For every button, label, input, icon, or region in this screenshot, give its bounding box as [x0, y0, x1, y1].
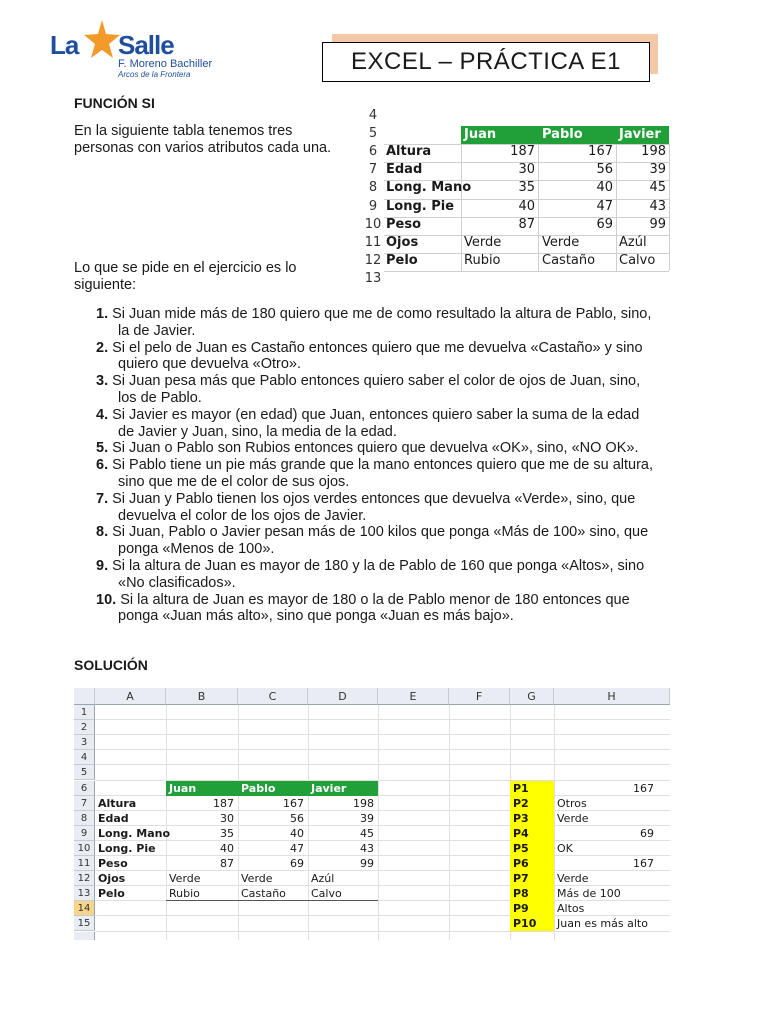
table-bottom-border — [166, 900, 378, 901]
row-label: Long. Pie — [98, 841, 156, 855]
row-number: 8 — [368, 180, 378, 196]
cell-value: 56 — [290, 811, 304, 825]
cell-value: 40 — [596, 180, 613, 196]
grid-line — [384, 271, 669, 272]
grid-line — [616, 144, 617, 271]
column-header[interactable]: H — [554, 688, 670, 705]
lead-paragraph: Lo que se pide en el ejercicio es lo siguiente: — [74, 260, 297, 293]
grid-line — [95, 749, 670, 750]
item-text: Si Juan o Pablo son Rubios entonces quiero que devuelva «OK», sino, «NO OK». — [112, 440, 639, 457]
grid-line — [554, 705, 555, 940]
column-header[interactable]: D — [308, 688, 378, 705]
grid-line — [461, 144, 462, 271]
item-text-continued: la de Javier. — [118, 322, 196, 339]
cell-value: 43 — [649, 198, 666, 214]
list-item — [96, 306, 716, 340]
intro-paragraph: En la siguiente tabla tenemos tres personas con varios atributos cada una. — [74, 123, 332, 156]
cell-value: 40 — [518, 198, 535, 214]
item-text-continued: los de Pablo. — [118, 389, 202, 406]
page-title: EXCEL – PRÁCTICA E1 — [322, 42, 650, 82]
list-item — [96, 491, 716, 525]
cell-value: 87 — [518, 216, 535, 232]
cell-value: 69 — [596, 216, 613, 232]
row-label: Long. Pie — [386, 198, 455, 214]
row-label: Edad — [386, 162, 423, 178]
row-label: Ojos — [386, 234, 419, 250]
cell-value: 187 — [213, 796, 234, 810]
answer-key: P5 — [510, 841, 554, 856]
cell-value: 30 — [220, 811, 234, 825]
item-text: Si Juan y Pablo tienen los ojos verdes entonces que devuelva «Verde», sino, que — [112, 490, 636, 507]
answer-value: 167 — [633, 857, 654, 870]
cell-value: Rubio — [464, 252, 501, 268]
row-number: 9 — [368, 198, 378, 214]
cell-value: Azúl — [619, 234, 647, 250]
row-header[interactable]: 1 — [74, 705, 95, 720]
item-number: 1. — [96, 306, 109, 322]
logo-salle-text: Salle — [118, 30, 174, 60]
column-header-juan: Juan — [464, 127, 497, 142]
list-item — [96, 558, 716, 592]
grid-line — [669, 144, 670, 271]
cell-value: 30 — [518, 162, 535, 178]
item-text: Si el pelo de Juan es Castaño entonces quiero que me devuelva «Castaño» y sino — [112, 339, 643, 356]
grid-line — [538, 144, 539, 271]
list-item — [96, 407, 716, 441]
cell-value: Verde — [542, 234, 580, 250]
item-text-continued: quiero que devuelva «Otro». — [118, 356, 301, 373]
attributes-table — [362, 108, 672, 294]
row-header[interactable]: 5 — [74, 765, 95, 780]
cell-value: Calvo — [311, 887, 342, 901]
column-header[interactable]: A — [95, 688, 166, 705]
row-header[interactable]: 2 — [74, 720, 95, 735]
column-header[interactable]: C — [238, 688, 308, 705]
row-header[interactable]: 4 — [74, 750, 95, 765]
row-header-partial — [74, 932, 95, 941]
item-number: 4. — [96, 406, 109, 423]
solution-spreadsheet — [74, 688, 670, 940]
row-number: 5 — [368, 126, 378, 142]
row-label: Long. Mano — [386, 180, 472, 196]
cell-value: 35 — [518, 180, 535, 196]
row-header[interactable]: 14 — [74, 901, 95, 916]
column-header[interactable]: B — [166, 688, 238, 705]
answer-key: P9 — [510, 901, 554, 916]
item-number: 2. — [96, 339, 109, 356]
row-label: Pelo — [98, 887, 125, 901]
row-label: Altura — [386, 144, 432, 160]
cell-value: 69 — [290, 857, 304, 870]
answer-key: P6 — [510, 856, 554, 871]
item-number: 6. — [96, 457, 109, 474]
item-text: Si la altura de Juan es mayor de 180 y la de Pablo de 160 que ponga «Altos», sino — [112, 557, 645, 574]
cell-value: Castaño — [542, 252, 596, 268]
list-item — [96, 457, 716, 491]
logo-la-text: La — [50, 30, 79, 60]
answer-value: Altos — [557, 902, 585, 916]
row-number: 6 — [368, 144, 378, 160]
item-number: 8. — [96, 524, 109, 541]
answer-value: 69 — [640, 826, 654, 840]
cell-value: 56 — [596, 162, 613, 178]
cell-value: 187 — [510, 144, 535, 160]
row-number: 4 — [368, 108, 378, 123]
list-item — [96, 592, 716, 626]
row-header[interactable]: 13 — [74, 886, 95, 901]
row-number: 12 — [364, 252, 382, 268]
corner-cell — [74, 688, 95, 705]
list-item — [96, 340, 716, 374]
row-header[interactable]: 8 — [74, 811, 95, 826]
answer-value: OK — [557, 841, 573, 855]
column-header-pablo: Pablo — [241, 781, 276, 795]
item-text: Si Pablo tiene un pie más grande que la mano entonces quiero que me de su altura, — [112, 457, 654, 474]
row-label: Pelo — [386, 252, 418, 268]
row-header[interactable]: 15 — [74, 916, 95, 931]
item-text-continued: ponga «Juan más alto», sino que ponga «Juan es más bajo». — [118, 608, 514, 625]
row-number: 7 — [368, 162, 378, 178]
cell-value: 198 — [641, 144, 666, 160]
cell-value: Castaño — [241, 887, 286, 901]
answer-value: Más de 100 — [557, 887, 621, 901]
cell-value: 47 — [290, 841, 304, 855]
column-header[interactable]: E — [378, 688, 449, 705]
answer-key: P4 — [510, 826, 554, 841]
cell-value: Verde — [169, 872, 201, 886]
cell-value: 167 — [283, 796, 304, 810]
item-number: 3. — [96, 373, 109, 390]
grid-line — [378, 705, 379, 940]
row-number: 10 — [364, 216, 382, 232]
section-heading-solucion: SOLUCIÓN — [74, 657, 148, 673]
answer-key: P10 — [510, 916, 554, 931]
section-heading-funcion-si: FUNCIÓN SI — [74, 95, 155, 111]
exercise-list — [96, 306, 716, 625]
row-header[interactable]: 12 — [74, 871, 95, 886]
item-text: Si Juan pesa más que Pablo entonces quiero saber el color de ojos de Juan, sino, — [112, 373, 641, 390]
row-header[interactable]: 7 — [74, 796, 95, 811]
cell-value: 43 — [360, 841, 374, 855]
column-header-juan: Juan — [169, 781, 197, 795]
answer-key: P8 — [510, 886, 554, 901]
item-number: 7. — [96, 490, 109, 507]
answer-value: 167 — [633, 781, 654, 795]
item-text-continued: «No clasificados». — [118, 574, 236, 591]
grid-line — [95, 719, 670, 720]
list-item — [96, 524, 716, 558]
item-text: Si Juan, Pablo o Javier pesan más de 100 kilos que ponga «Más de 100» sino, que — [112, 524, 649, 541]
cell-value: 39 — [360, 811, 374, 825]
list-item — [96, 373, 716, 407]
answer-key: P7 — [510, 871, 554, 886]
cell-value: Calvo — [619, 252, 656, 268]
cell-value: 99 — [360, 857, 374, 870]
cell-value: 35 — [220, 826, 234, 840]
list-item — [96, 440, 716, 457]
answer-value: Verde — [557, 872, 589, 886]
column-header-javier: Javier — [311, 781, 347, 795]
answer-value: Juan es más alto — [557, 917, 648, 931]
cell-value: 47 — [596, 198, 613, 214]
row-label: Peso — [98, 857, 128, 870]
cell-value: 39 — [649, 162, 666, 178]
row-number: 13 — [364, 270, 382, 286]
item-text: Si Javier es mayor (en edad) que Juan, entonces quiero saber la suma de la edad — [112, 406, 640, 423]
item-number: 9. — [96, 557, 109, 574]
cell-value: Verde — [464, 234, 502, 250]
grid-line — [449, 705, 450, 940]
cell-value: Azúl — [311, 872, 335, 886]
item-text-continued: sino que me de el color de sus ojos. — [118, 473, 350, 490]
column-header[interactable]: F — [449, 688, 510, 705]
item-text-continued: de Javier y Juan, sino, la media de la edad. — [118, 423, 397, 440]
item-text: Si la altura de Juan es mayor de 180 o la de Pablo menor de 180 entonces que — [120, 591, 630, 608]
row-label: Peso — [386, 216, 422, 232]
item-number: 5. — [96, 440, 109, 457]
cell-value: 99 — [649, 216, 666, 232]
row-header[interactable]: 10 — [74, 841, 95, 856]
lasalle-logo — [40, 14, 220, 82]
row-header[interactable]: 11 — [74, 856, 95, 871]
answer-key: P3 — [510, 811, 554, 826]
cell-value: 87 — [220, 857, 234, 870]
column-header-javier: Javier — [619, 127, 661, 142]
column-header-pablo: Pablo — [542, 127, 583, 142]
logo-school-name: F. Moreno Bachiller — [118, 58, 213, 70]
cell-value: 198 — [353, 796, 374, 810]
answer-key: P2 — [510, 796, 554, 811]
answer-key: P1 — [510, 781, 554, 796]
row-header[interactable]: 6 — [74, 781, 95, 796]
item-text: Si Juan mide más de 180 quiero que me de como resultado la altura de Pablo, sino, — [112, 306, 652, 322]
cell-value: 40 — [220, 841, 234, 855]
row-label: Ojos — [98, 872, 126, 886]
row-label: Altura — [98, 796, 137, 810]
answer-value: Otros — [557, 796, 587, 810]
cell-value: 45 — [360, 826, 374, 840]
column-header[interactable]: G — [510, 688, 554, 705]
cell-value: 167 — [588, 144, 613, 160]
answer-value: Verde — [557, 811, 589, 825]
item-text-continued: ponga «Menos de 100». — [118, 541, 275, 558]
item-text-continued: devuelva el color de los ojos de Javier. — [118, 507, 367, 524]
row-label: Edad — [98, 811, 129, 825]
cell-value: Rubio — [169, 887, 200, 901]
star-icon — [84, 20, 120, 60]
cell-value: 40 — [290, 826, 304, 840]
row-label: Long. Mano — [98, 826, 171, 840]
cell-value: Verde — [241, 872, 273, 886]
logo-location: Arcos de la Frontera — [118, 70, 191, 79]
row-header[interactable]: 9 — [74, 826, 95, 841]
grid-line — [95, 734, 670, 735]
cell-value: 45 — [649, 180, 666, 196]
item-number: 10. — [96, 591, 117, 608]
row-number: 11 — [364, 234, 382, 250]
row-header[interactable]: 3 — [74, 735, 95, 750]
grid-line — [95, 764, 670, 765]
